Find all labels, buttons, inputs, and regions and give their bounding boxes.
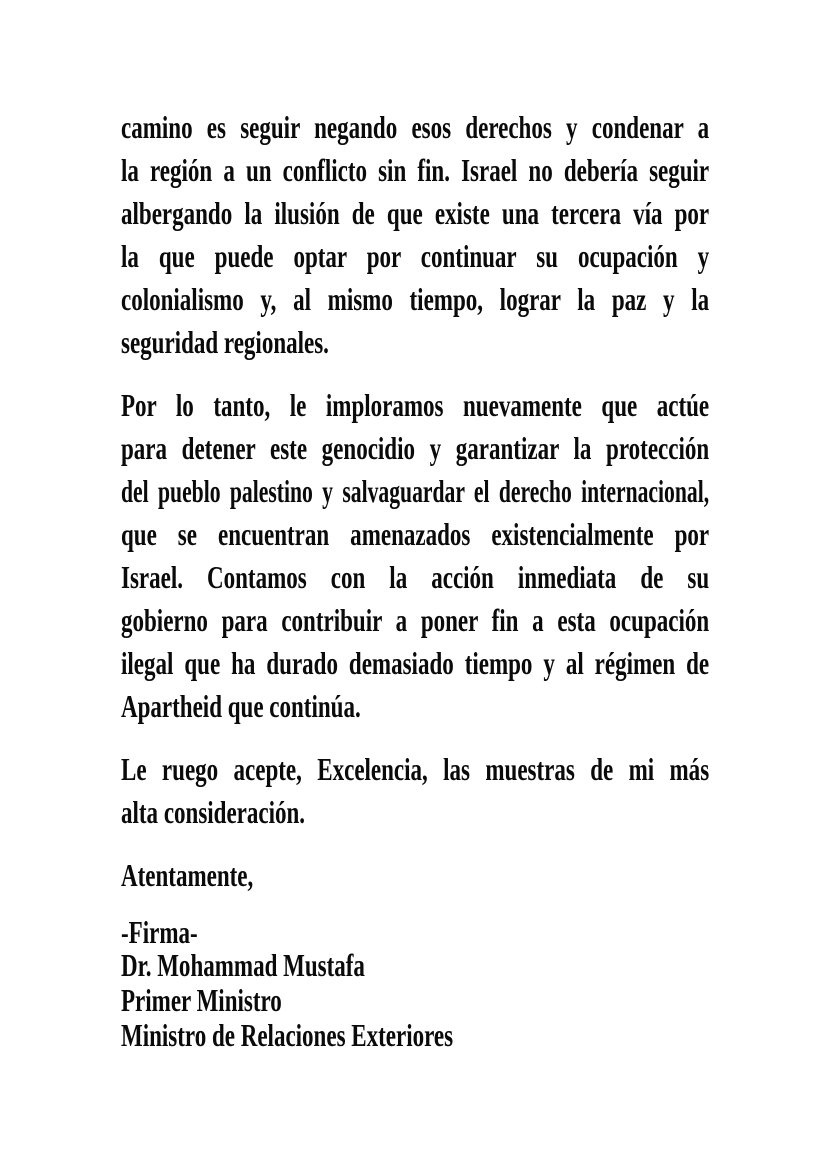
text-line: ilegal que ha durado demasiado tiempo y al régimen de	[121, 645, 710, 681]
text-line: camino es seguir negando esos derechos y condenar a	[121, 109, 710, 145]
paragraph	[121, 106, 709, 364]
signatory-role: Primer Ministro	[121, 982, 282, 1018]
signature-block	[121, 948, 709, 1053]
signature-placeholder	[121, 914, 709, 950]
letter-body	[121, 106, 709, 1053]
text-line: del pueblo palestino y salvaguardar el derecho internacional,	[121, 473, 710, 509]
text-line: Apartheid que continúa.	[121, 688, 361, 724]
text-line: la que puede optar por continuar su ocupación y	[121, 238, 710, 274]
text-line: Por lo tanto, le imploramos nuevamente que actúe	[121, 387, 710, 423]
text-line: albergando la ilusión de que existe una tercera vía por	[121, 195, 710, 231]
text-line: gobierno para contribuir a poner fin a esta ocupación	[121, 602, 710, 638]
paragraph	[121, 384, 709, 728]
text-line: seguridad regionales.	[121, 324, 329, 360]
text-line: colonialismo y, al mismo tiempo, lograr la paz y la	[121, 281, 710, 317]
signatory-name: Dr. Mohammad Mustafa	[121, 947, 365, 983]
text-line: Le ruego acepte, Excelencia, las muestras de mi más	[121, 751, 710, 787]
paragraph	[121, 748, 709, 834]
text-line: para detener este genocidio y garantizar la protección	[121, 430, 710, 466]
text-line: -Firma-	[121, 914, 198, 950]
text-line: alta consideración.	[121, 794, 306, 830]
closing	[121, 854, 709, 897]
text-line: la región a un conflicto sin fin. Israel no debería seguir	[121, 152, 710, 188]
text-line: Atentamente,	[121, 857, 254, 893]
signatory-role: Ministro de Relaciones Exteriores	[121, 1017, 454, 1053]
text-line: que se encuentran amenazados existencialmente por	[121, 516, 710, 552]
text-line: Israel. Contamos con la acción inmediata de su	[121, 559, 710, 595]
